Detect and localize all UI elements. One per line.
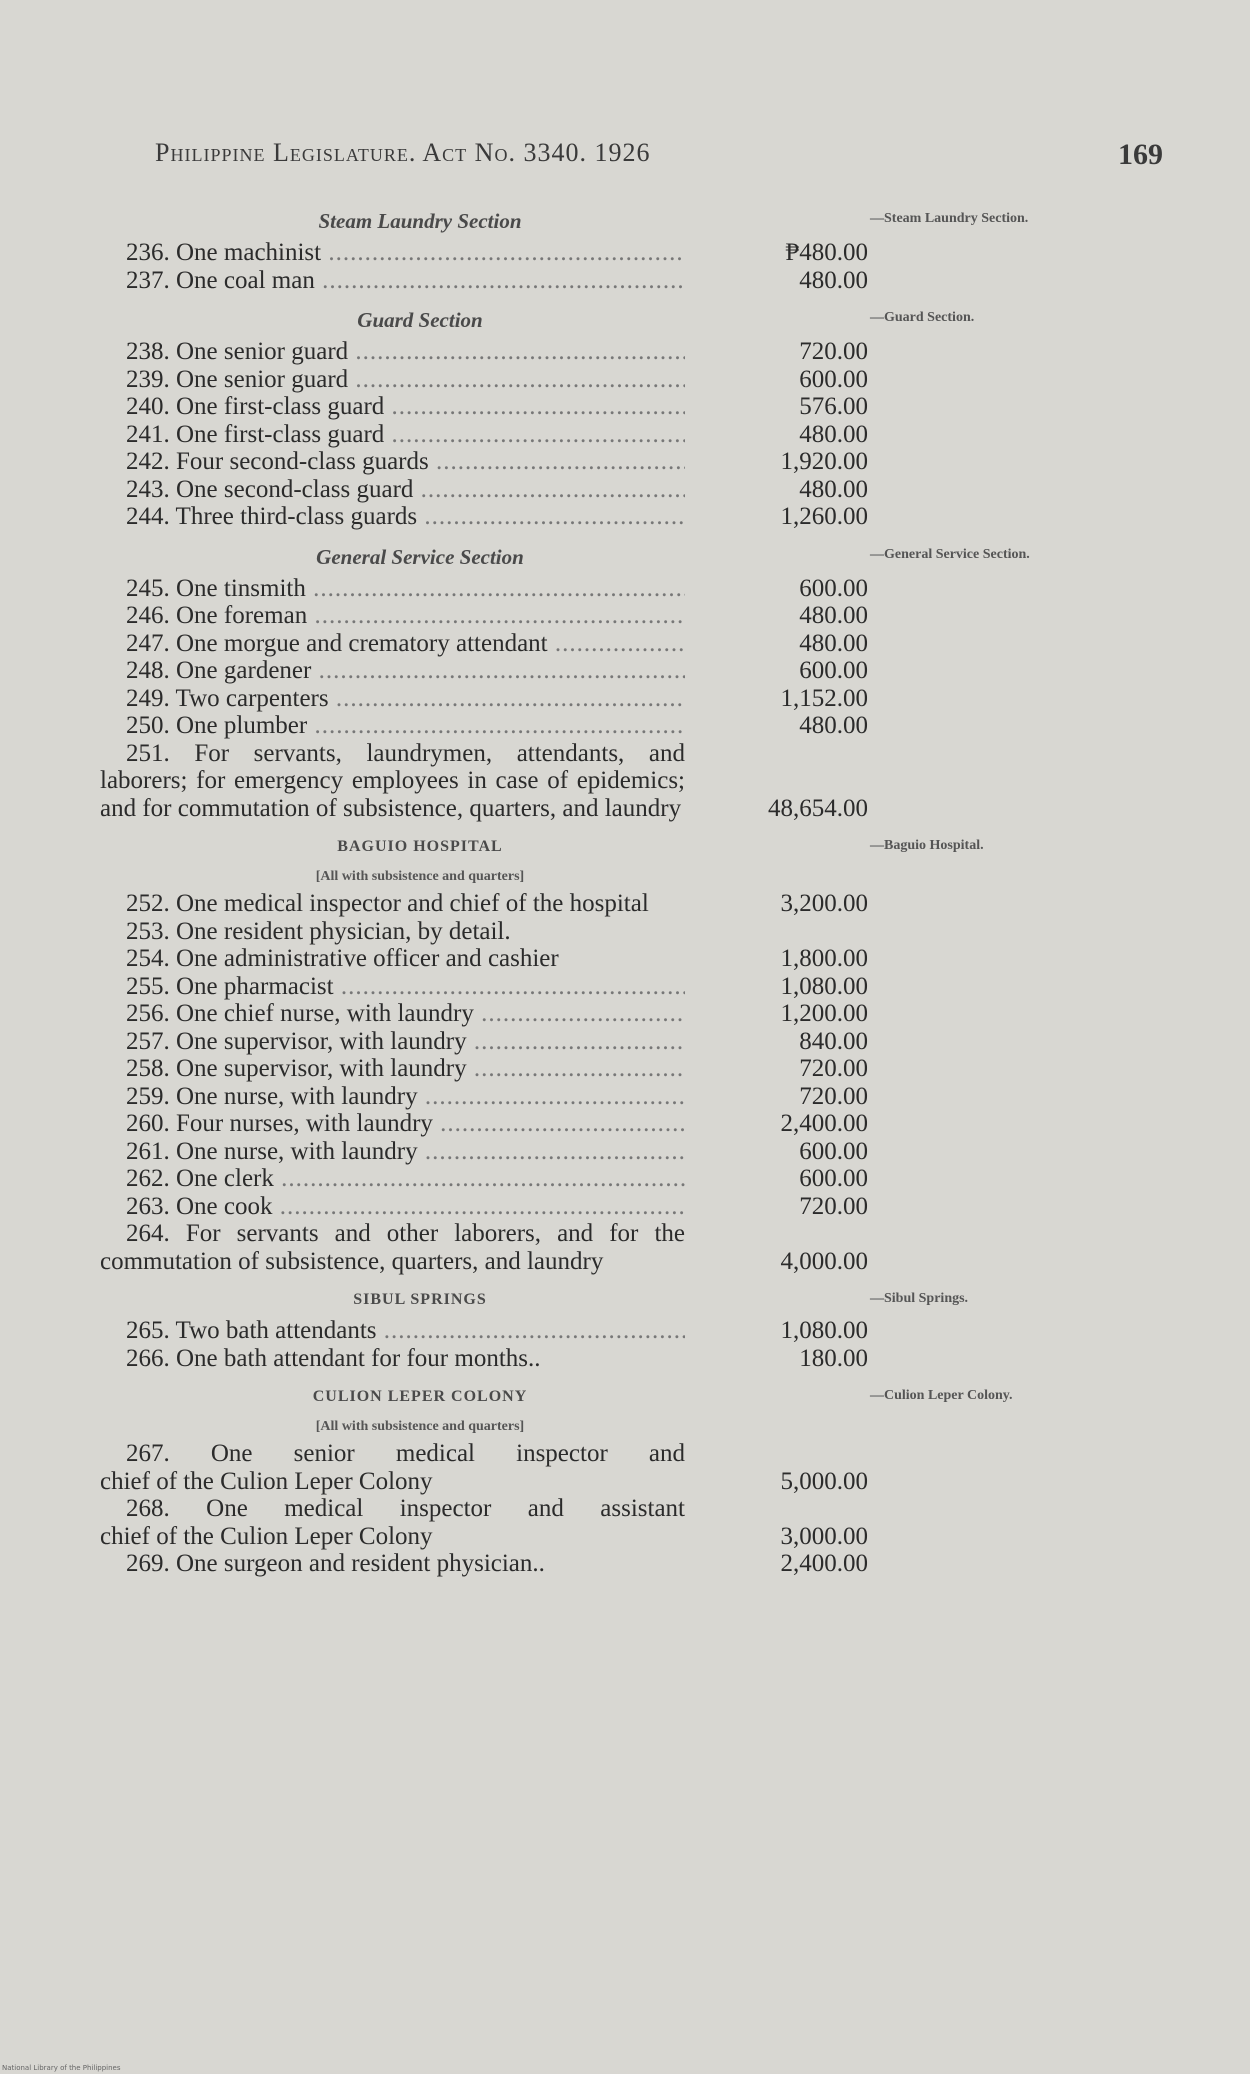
item-text: 240. One first-class guard xyxy=(126,393,385,420)
item-text: 261. One nurse, with laundry xyxy=(126,1137,418,1165)
line-item xyxy=(100,945,880,973)
item-amount: 480.00 xyxy=(799,475,868,503)
item-text: 251. For servants, laundrymen, attendants, and laborers; for emergency employees in case of epidemics; and for commutation of xyxy=(100,739,685,822)
item-text: 267. One senior medical inspector and xyxy=(126,1440,685,1467)
item-amount: 1,920.00 xyxy=(780,448,868,475)
item-amount: 600.00 xyxy=(799,574,868,602)
item-text: 258. One supervisor, with laundry xyxy=(126,1055,467,1082)
item-amount: 3,200.00 xyxy=(780,890,868,917)
item-text: 262. One clerk xyxy=(126,1165,274,1192)
line-item xyxy=(100,740,880,823)
item-text-last-line: the hospital xyxy=(532,890,649,917)
item-text: 244. Three third-class guards xyxy=(126,503,418,530)
item-text: 264. For servants and other laborers, and for the commutation of subsistence, quarters, xyxy=(100,1220,685,1275)
item-text: 238. One senior guard xyxy=(126,338,349,365)
line-item xyxy=(100,1193,880,1221)
marginal-note: —Guard Section. xyxy=(870,310,975,325)
section-subtitle: [All with subsistence and quarters] xyxy=(315,869,525,884)
line-item xyxy=(100,1000,880,1028)
section-subtitle: [All with subsistence and quarters] xyxy=(315,1419,525,1434)
section-title: BAGUIO HOSPITAL xyxy=(337,838,503,855)
item-text: 243. One second-class guard xyxy=(126,475,414,503)
marginal-note: —Steam Laundry Section. xyxy=(870,211,1029,226)
item-text: 259. One nurse, with laundry xyxy=(126,1082,418,1110)
line-item xyxy=(100,630,880,658)
item-amount: 600.00 xyxy=(799,657,868,684)
item-text: 256. One chief nurse, with laundry xyxy=(126,1000,474,1027)
item-text: 236. One machinist xyxy=(126,239,322,266)
item-amount: 4,000.00 xyxy=(780,1247,868,1275)
line-item xyxy=(100,1028,880,1056)
item-amount: 1,080.00 xyxy=(780,1317,868,1344)
line-item xyxy=(100,685,880,713)
line-item xyxy=(100,890,880,918)
item-amount: 3,000.00 xyxy=(780,1522,868,1550)
line-item xyxy=(100,602,880,630)
line-item xyxy=(100,503,880,531)
item-amount: 1,080.00 xyxy=(780,972,868,1000)
item-text: 250. One plumber xyxy=(126,712,308,739)
line-item xyxy=(100,1317,880,1345)
item-amount: 576.00 xyxy=(799,393,868,420)
item-amount: 48,654.00 xyxy=(768,794,868,822)
line-item xyxy=(100,1550,880,1578)
item-text: 237. One coal man xyxy=(126,266,315,294)
item-text-last-line: cashier xyxy=(487,945,559,972)
item-amount: 480.00 xyxy=(799,602,868,629)
item-text: 249. Two carpenters xyxy=(126,684,329,712)
running-head: Philippine Legislature. Act No. 3340. 1926 xyxy=(155,138,651,167)
item-text-last-line: chief of the Culion Leper Colony xyxy=(100,1467,433,1495)
item-amount: 180.00 xyxy=(799,1344,868,1372)
line-item xyxy=(100,575,880,603)
item-amount: 480.00 xyxy=(799,266,868,294)
marginal-note: —General Service Section. xyxy=(870,547,1030,562)
item-text: 265. Two bath attendants xyxy=(126,1317,377,1344)
item-amount: 720.00 xyxy=(799,1055,868,1082)
marginal-note: —Baguio Hospital. xyxy=(870,838,984,853)
line-item xyxy=(100,366,880,394)
item-text: 248. One gardener xyxy=(126,657,312,684)
item-text: 254. One administrative officer and xyxy=(126,945,482,972)
item-text: 257. One supervisor, with laundry xyxy=(126,1027,467,1055)
line-item xyxy=(100,267,880,295)
item-text: 247. One morgue and crematory attendant xyxy=(126,629,548,657)
item-text: 260. Four nurses, with laundry xyxy=(126,1110,433,1137)
item-text: 242. Four second-class guards xyxy=(126,448,429,475)
line-item xyxy=(100,1495,880,1550)
line-item xyxy=(100,476,880,504)
item-text: 245. One tinsmith xyxy=(126,574,306,602)
item-text: 252. One medical inspector and chief of xyxy=(126,890,527,917)
item-text: 263. One cook xyxy=(126,1192,273,1220)
section-title: SIBUL SPRINGS xyxy=(353,1291,487,1308)
line-item xyxy=(100,239,880,267)
item-amount: 600.00 xyxy=(799,1137,868,1165)
item-text-last-line: subsistence, quarters, and laundry xyxy=(343,794,682,822)
item-amount: 600.00 xyxy=(799,365,868,393)
section-title: General Service Section xyxy=(316,544,524,569)
item-text-last-line: chief of the Culion Leper Colony xyxy=(100,1522,433,1550)
line-item xyxy=(100,448,880,476)
item-amount: 1,800.00 xyxy=(780,945,868,972)
line-item xyxy=(100,657,880,685)
item-amount: 480.00 xyxy=(799,629,868,657)
item-amount: 720.00 xyxy=(799,1192,868,1220)
item-amount: 600.00 xyxy=(799,1165,868,1192)
item-amount: 5,000.00 xyxy=(780,1467,868,1495)
line-item xyxy=(100,712,880,740)
item-text: 239. One senior guard xyxy=(126,365,349,393)
item-amount: 1,260.00 xyxy=(780,503,868,530)
line-item xyxy=(100,918,880,946)
item-text: 268. One medical inspector and assistant xyxy=(126,1495,685,1522)
item-amount: 480.00 xyxy=(799,420,868,448)
line-item xyxy=(100,393,880,421)
appropriation-list xyxy=(100,195,880,1578)
line-item xyxy=(100,1110,880,1138)
item-text: 241. One first-class guard xyxy=(126,420,385,448)
marginal-note: —Sibul Springs. xyxy=(870,1291,969,1306)
item-amount: 720.00 xyxy=(799,1082,868,1110)
page-number: 169 xyxy=(1118,138,1163,171)
line-item xyxy=(100,421,880,449)
line-item xyxy=(100,1440,880,1495)
item-amount: 480.00 xyxy=(799,712,868,739)
item-amount: 2,400.00 xyxy=(780,1550,868,1577)
item-amount: ₱480.00 xyxy=(785,239,868,266)
item-amount: 720.00 xyxy=(799,338,868,365)
item-text: 255. One pharmacist xyxy=(126,972,334,1000)
line-item xyxy=(100,338,880,366)
line-item xyxy=(100,973,880,1001)
line-item xyxy=(100,1165,880,1193)
item-text: 269. One surgeon and resident physician.. xyxy=(126,1550,545,1577)
section-title: Steam Laundry Section xyxy=(318,209,522,233)
line-item xyxy=(100,1220,880,1275)
section-title: CULION LEPER COLONY xyxy=(312,1388,528,1405)
item-text: 246. One foreman xyxy=(126,602,308,629)
marginal-note: —Culion Leper Colony. xyxy=(870,1388,1013,1403)
line-item xyxy=(100,1345,880,1373)
line-item xyxy=(100,1083,880,1111)
item-amount: 840.00 xyxy=(799,1027,868,1055)
footer-credit: National Library of the Philippines xyxy=(2,2064,121,2072)
item-amount: 2,400.00 xyxy=(780,1110,868,1137)
line-item xyxy=(100,1138,880,1166)
line-item xyxy=(100,1055,880,1083)
item-text: 253. One resident physician, by detail. xyxy=(126,917,511,945)
item-amount: 1,200.00 xyxy=(780,1000,868,1027)
section-title: Guard Section xyxy=(357,308,483,332)
item-amount: 1,152.00 xyxy=(780,684,868,712)
item-text: 266. One bath attendant for four months.. xyxy=(126,1344,541,1372)
item-text-last-line: and laundry xyxy=(484,1247,604,1275)
